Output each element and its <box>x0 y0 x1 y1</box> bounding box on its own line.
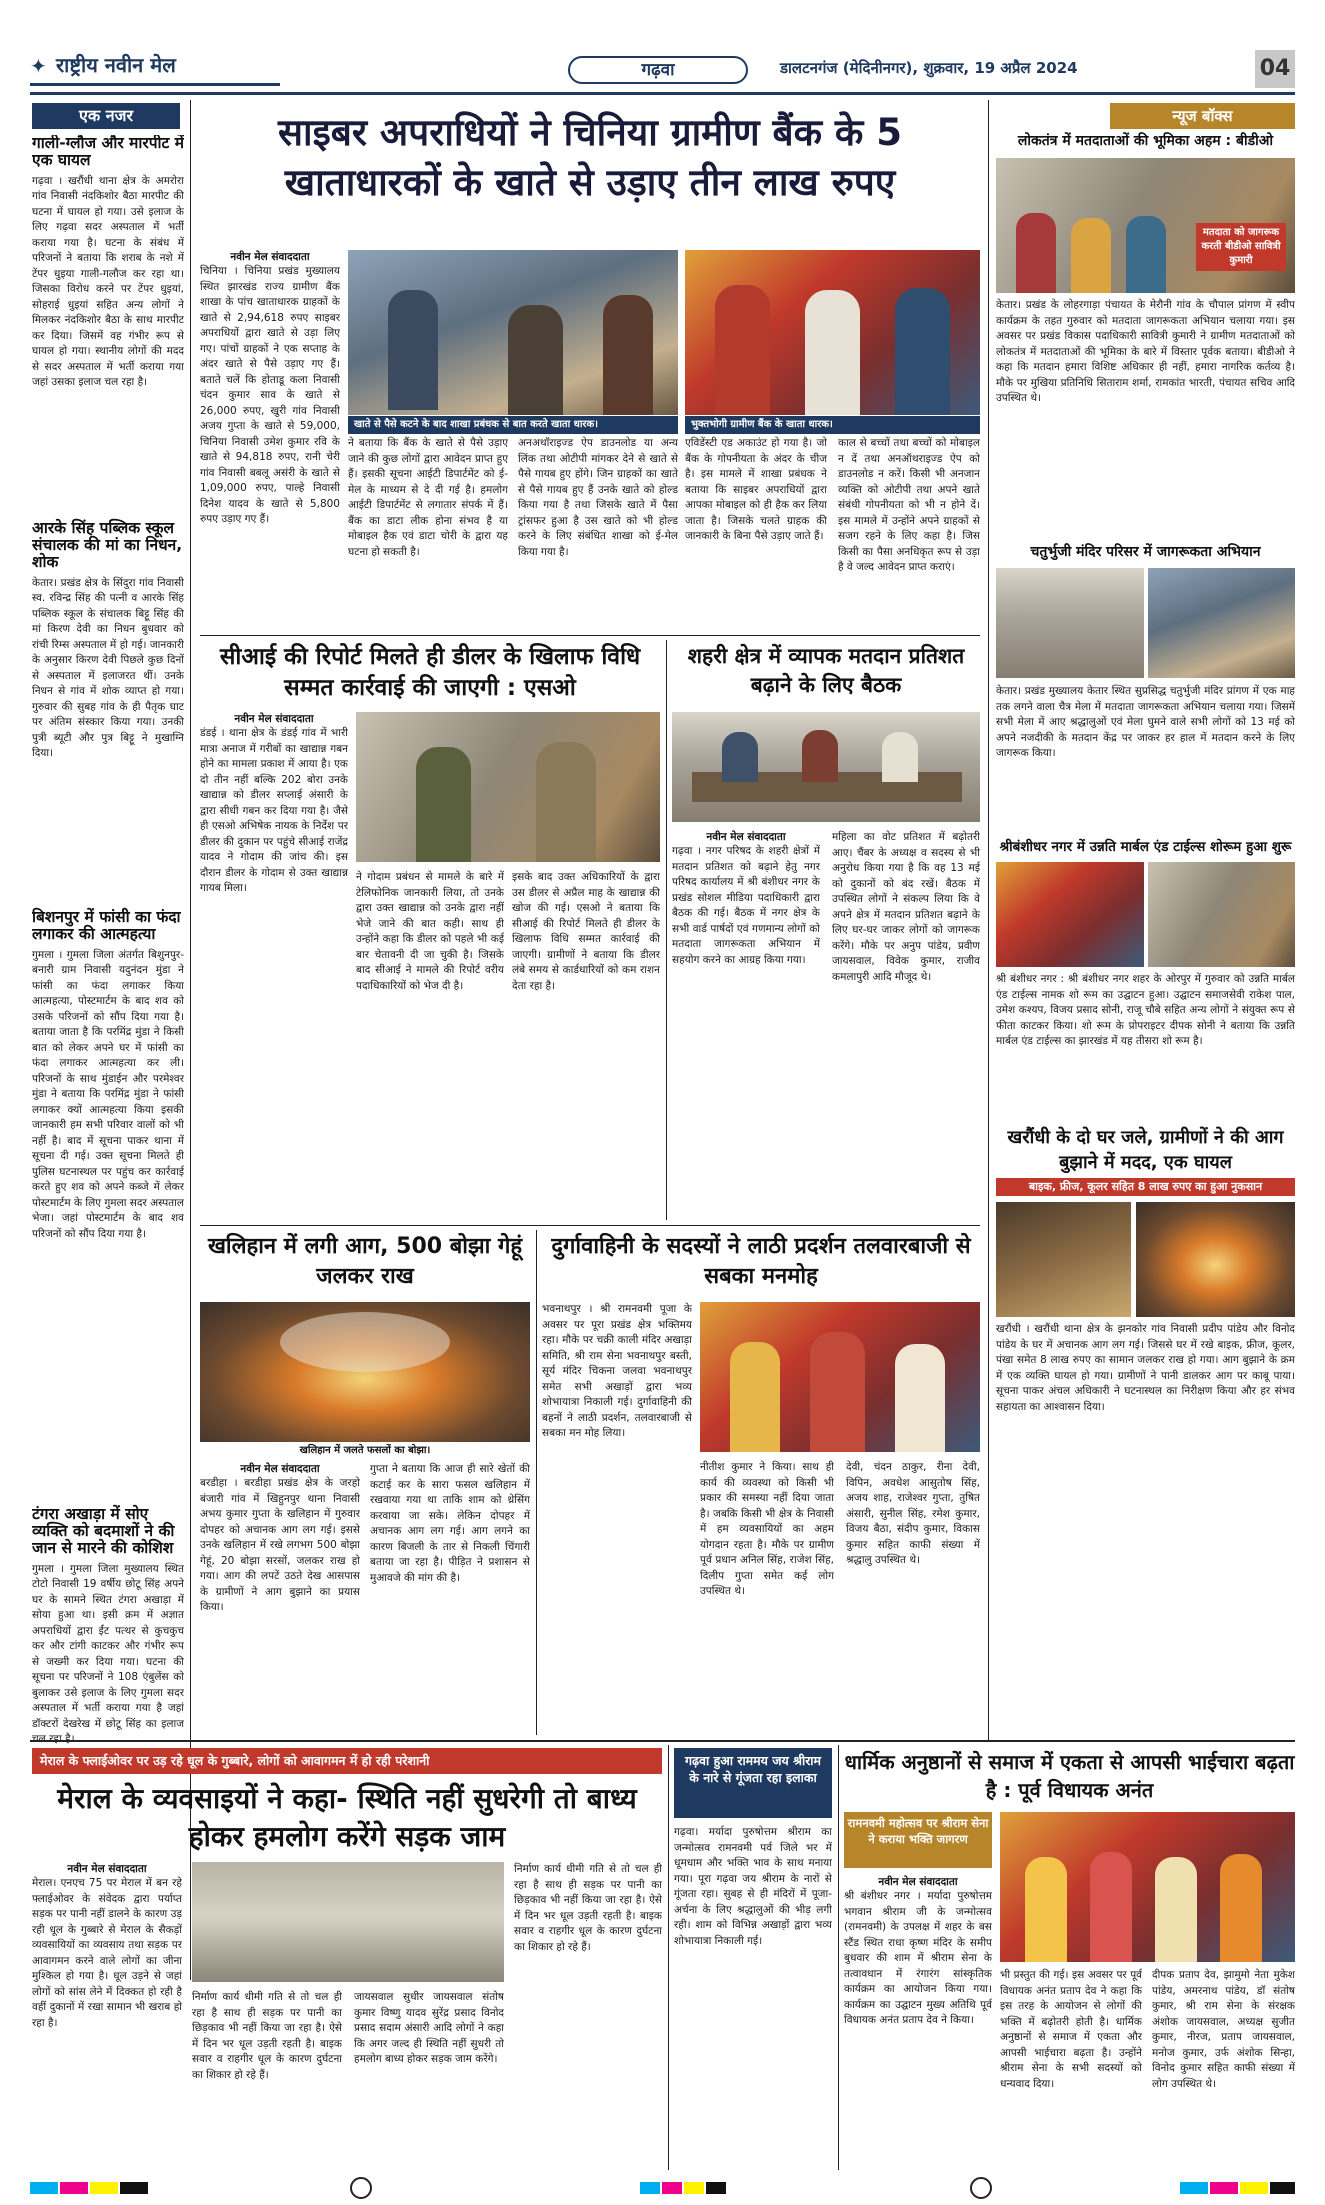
person-figure <box>1126 216 1166 293</box>
temple-photo-2 <box>1148 568 1295 678</box>
brief-item <box>32 520 184 901</box>
dealer-text-1: डंडई । थाना क्षेत्र के डंडई गांव में भारी मात्रा अनाज में गरीबों का खाद्यान्न गबन होने का मामला प्रकाश में आया है। एक दो तीन नहीं बल्कि 202 बोरा उनके खाद्यान्न को डीलर सप्लाई अंसारी के द्वारा सीधी गबन कर दिया गया है। जैसे ही एसओ अभिषेक नायक के निर्देश पर डीलर की दुकान पर पहुंचे सीआई राजेंद्र यादव ने गोदाम की जांच की। इस दौरान डीलर के गोदाम से उक्त खाद्यान्न गायब मिला। <box>200 727 348 894</box>
news-box-label: न्यूज बॉक्स <box>1110 103 1295 129</box>
bdo-text: केतार। प्रखंड के लोहरगाड़ा पंचायत के मेरौनी गांव के चौपाल प्रांगण में स्वीप कार्यक्रम के तहत गुरुवार को मतदाता जागरूकता अभियान चलाया गया। इस अवसर पर प्रखंड विकास पदाधिकारी सावित्री कुमारी ने ग्रामीण मतदाताओं को लोकतंत्र में मतदाताओं की भूमिका के बारे में विस्तार पूर्वक बताया। बीडीओ ने कहा कि मतदान हमारा विशिष्ट अधिकार ही नहीं, हमारा नागरिक कर्तव्य है। मौके पर मुखिया प्रतिनिधि सिताराम शर्मा, रामकांत भारती, पंचायत सचिव आदि उपस्थित थे। <box>996 299 1295 404</box>
color-swatch <box>684 2182 704 2194</box>
color-swatch <box>30 2182 58 2194</box>
masthead-rule <box>30 92 1295 95</box>
ek-najar-label: एक नजर <box>32 103 180 129</box>
person-figure <box>603 295 653 415</box>
fire-photo <box>200 1302 530 1442</box>
masthead <box>30 50 1295 90</box>
unity-sub-box <box>844 1812 992 1868</box>
brief-head: बिशनपुर में फांसी का फंदा लगाकर की आत्महत्या <box>32 907 181 944</box>
ramnavami-headline: गढ़वा हुआ राममय जय श्रीराम के नारे से गूंजता रहा इलाका <box>684 1753 822 1785</box>
lead-story <box>200 250 980 630</box>
byline: नवीन मेल संवाददाता <box>67 1863 147 1875</box>
showroom-photo-1 <box>996 862 1144 967</box>
showroom-text: श्री बंशीधर नगर : श्री बंशीधर नगर शहर के ओरपुर में गुरुवार को उन्नति मार्बल एंड टाईल्स नामक शो रूम का उद्घाटन हुआ। उद्घाटन समाजसेवी राकेश पाल, उमेश कश्यप, विजय प्रसाद सोनी, राजू चौबे सहित अन्य लोगों ने संयुक्त रूप से फीता काटकर किया। शो रूम के प्रोपराइटर दीपक सोनी ने बताया कि उन्नति मार्बल एंड टाईल्स का झारखंड में यह तीसरा शो रूम है। <box>996 973 1295 1047</box>
meral-text-2: निर्माण कार्य धीमी गति से तो चल ही रहा है साथ ही सड़क पर पानी का छिड़काव भी नहीं किया जा रहा है। ऐसे में दिन भर धूल उड़ती रहती है। बाइक सवार व राहगीर धूल के कारण दुर्घटना का शिकार हो रहे हैं। <box>192 1991 342 2081</box>
houses-ribbon: बाइक, फ्रीज, कूलर सहित 8 लाख रुपए का हुआ नुकसान <box>996 1178 1295 1196</box>
brief-item <box>32 135 184 512</box>
registration-mark-icon <box>970 2177 992 2199</box>
unity-text-1: श्री बंशीधर नगर । मर्यादा पुरुषोत्तम भगवान श्रीराम जी के जन्मोत्सव (रामनवमी) के उपलक्ष में शहर के बस स्टैंड स्थित राधा कृष्ण मंदिर के समीप बुधवार की शाम में श्रीराम सेना के तत्वावधान में रंगारंग सांस्कृतिक कार्यक्रम का आयोजन किया गया। कार्यक्रम का उद्घाटन मुख्य अतिथि पूर्व विधायक अनंत प्रताप देव ने किया। <box>844 1890 992 2026</box>
unity-text-2: भी प्रस्तुत की गई। इस अवसर पर पूर्व विधायक अनंत प्रताप देव ने कहा कि इस तरह के आयोजन से लोगों की भक्ति में बढ़ोतरी होती है। धार्मिक अनुष्ठानों से समाज में एकता और आपसी भाईचारा बढ़ता है। उन्होंने श्रीराम सेना के सभी सदस्यों को धन्यवाद दिया। <box>1000 1969 1142 2090</box>
person-figure <box>1071 218 1111 293</box>
urban-headline: शहरी क्षेत्र में व्यापक मतदान प्रतिशत बढ़ाने के लिए बैठक <box>687 644 965 697</box>
fire-text-2: गुप्ता ने बताया कि आज ही सारे खेतों की कटाई कर के सारा फसल खलिहान में रखवाया गया था ताकि शाम को थ्रेसिंग करवाया जा सके। लेकिन दोपहर में अचानक आग लग गई। आग लगने का कारण बिजली के तार से निकली चिंगारी बताया जा रहा है। पीड़ित ने प्रशासन से मुआवजे की मांग की है। <box>370 1463 530 1584</box>
fire-text-1: बरडीहा । बरडीहा प्रखंड क्षेत्र के जरहो बंजारी गांव में खिहुनपुर थाना निवासी अभय कुमार गुप्ता के खलिहान में गुरुवार दोपहर को अचानक आग लग गई। इससे उनके खलिहान में रखे लगभग 500 बोझा गेहूं, 20 बोझा सरसों, जलकर राख हो गया। आग की लपटें उठते देख आसपास के ग्रामीणों ने आग बुझाने का प्रयास किया। <box>200 1477 360 1613</box>
unity-text-3: दीपक प्रताप देव, झामुमो नेता मुकेश पांडेय, अमरनाथ पांडेय, डॉ संतोष कुमार, श्री राम सेना के संरक्षक अंशोक जायसवाल, अध्यक्ष सुजीत कुमार, नीरज, प्रताप जायसवाल, मनोज कुमार, उर्फ अंशोक सिन्हा, विनोद कुमार सहित काफी संख्या में लोग उपस्थित थे। <box>1152 1969 1295 2090</box>
paper-name: राष्ट्रीय नवीन मेल <box>56 53 176 77</box>
brief-head: आरके सिंह पब्लिक स्कूल संचालक की मां का निधन, शोक <box>32 518 183 572</box>
color-swatch <box>706 2182 726 2194</box>
person-figure <box>536 742 596 862</box>
lead-col-1 <box>200 250 340 625</box>
meral-col-1 <box>32 1862 182 2162</box>
lead-bottom-rule <box>200 635 980 636</box>
person-figure <box>895 1344 945 1452</box>
color-swatch <box>120 2182 148 2194</box>
person-figure <box>722 732 758 782</box>
person-figure <box>715 285 770 415</box>
byline: नवीन मेल संवाददाता <box>240 1463 320 1475</box>
smoke-shape <box>280 1312 450 1372</box>
bird-icon: ✦ <box>30 54 47 78</box>
lead-text-3: अनअथॉराइज्ड ऐप डाउनलोड या अन्य लिंक तथा ओटीपी मांगकर देने से खाते से पैसे गायब हुए होंगे। जिन ग्राहकों का खाते से पैसे गायब हुए हैं उनके खाते को होल्ड किया गया है तथा जिसके खाते में पैसा ट्रांसफर हुआ है उस खाते को भी होल्ड करने के लिए संबंधित शाखा को ई-मेल किया गया है। <box>518 437 678 558</box>
dealer-text-2: ने गोदाम प्रबंधन से मामले के बारे में टेलिफोनिक जानकारी लिया, तो उनके द्वारा उक्त खाद्यान्न को उनके द्वारा नहीं भेजे जाने की बात कही। साथ ही उन्होंने कहा कि डीलर को पहले भी कई बार चेतावनी दी जा चुकी है। जिसके बाद सीआई ने मामले की रिपोर्ट वरीय पदाधिकारियों को भेज दी है। <box>356 871 504 992</box>
bdo-headline: लोकतंत्र में मतदाताओं की भूमिका अहम : बीडीओ <box>1017 133 1274 149</box>
byline: नवीन मेल संवाददाता <box>234 713 314 725</box>
lead-photo-1 <box>348 250 678 415</box>
ramnavami-head-box <box>674 1748 832 1818</box>
fire-divider <box>536 1230 537 1735</box>
urban-photo <box>672 712 980 822</box>
meral-headline: मेराल के व्यवसाइयों ने कहा- स्थिति नहीं सुधरेगी तो बाध्य होकर हमलोग करेंगे सड़क जाम <box>57 1782 637 1853</box>
person-figure <box>1016 213 1056 293</box>
lead-photo-1-caption: खाते से पैसे कटने के बाद शाखा प्रबंधक से बात करते खाता धारक। <box>348 416 678 434</box>
dealer-photo <box>356 712 660 862</box>
ramnavami-divider <box>838 1745 839 2170</box>
houses-photo-2 <box>1136 1202 1295 1317</box>
meral-text-1: मेराल। एनएच 75 पर मेराल में बन रहे फ्लाईओवर के संवेदक द्वारा पर्याप्त सड़क पर पानी नहीं डालने के कारण उड़ रही धूल के गुब्बारे से मेराल के सैकड़ों व्यवसायियों का व्यवसाय तथा सड़क पर आवागमन करने वाले लोगों का जीना मुश्किल हो गया है। धूल उड़ने से जहां लोगों को सांस लेने में दिक्कत हो रही है वहीं दुकानों में रखा सामान भी खराब हो रहा है। <box>32 1877 182 2029</box>
color-swatch <box>60 2182 88 2194</box>
lead-text-5: काल से बच्चों तथा बच्चों को मोबाइल न दें तथा अनऑथराइज्ड ऐप को डाउनलोड न करें। किसी भी अनजान व्यक्ति को ओटीपी तथा अपने खाते संबंधी गोपनीयता को भी न होने दें। इस मामले में उन्होंने अपने ग्राहकों से सजग रहने के लिए कहा है। जिस किसी का पैसा अनधिकृत रूप से उड़ा है वे जल्द आवेदन प्राप्त कराएं। <box>838 437 980 573</box>
meral-photo <box>192 1862 504 1982</box>
bdo-photo-caption: मतदाता को जागरूक करती बीडीओ सावित्री कुमारी <box>1196 223 1286 271</box>
brief-item <box>32 909 184 1498</box>
durga-photo <box>700 1302 980 1452</box>
durga-headline: दुर्गावाहिनी के सदस्यों ने लाठी प्रदर्शन तलवारबाजी से सबका मनमोह <box>551 1234 971 1289</box>
meral-story <box>32 1862 662 2167</box>
meral-text-3: जायसवाल सुधीर जायसवाल संतोष कुमार विष्णु यादव सुरेंद्र प्रसाद विनोद प्रसाद सदाम अंसारी आदि लोगों ने कहा कि अगर जल्द ही स्थिति नहीं सुधरी तो हमलोग बाध्य होकर सड़क जाम करेंगे। <box>354 1991 504 2065</box>
unity-photo <box>1000 1812 1295 1962</box>
brief-body: केतार। प्रखंड क्षेत्र के सिंदुरा गांव निवासी स्व. रविन्द्र सिंह की पत्नी व आरके सिंह पब्लिक स्कूल के संचालक बिट्टू सिंह की मां किरण देवी का निधन बुधवार को रांची रिम्स अस्पताल में हो गई। जानकारी के अनुसार किरण देवी पिछले कुछ दिनों से अस्पताल में इलाजरत थीं। उनके निधन से गांव में शोक व्याप्त हो गया। गुरुवार की सुबह गांव के ही पैतृक घाट पर अंतिम संस्कार किया गया। उनकी पुत्री ब्यूटी और पुत्र बिट्टू ने मुखाग्नि दिया। <box>32 576 184 760</box>
urban-story <box>672 830 980 1220</box>
durga-text-2: नीतीश कुमार ने किया। साथ ही कार्य की व्यवस्था को किसी भी प्रकार की समस्या नहीं दिया जाता है। जबकि किसी भी क्षेत्र के निवासी में हम व्यवसायियों का अहम योगदान रहता है। मौके पर ग्रामीण पूर्व प्रधान अनिल सिंह, राजेश सिंह, दिलीप गुप्ता समेत कई लोग उपस्थित थे। <box>700 1461 834 1597</box>
brief-body: गुमला । गुमला जिला अंतर्गत बिशुनपुर-बनारी ग्राम निवासी यदुनंदन मुंडा ने फांसी का फंदा लगाकर किया आत्महत्या, पोस्टमार्टम के बाद शव को उसके परिजनों को सौंप दिया गया है। बताया जाता है कि परमिंद्र मुंडा ने किसी बात को लेकर अपने घर में फांसी का फंदा लगाकर आत्महत्या कर ली। परिजनों के साथ मुंडाईन और परमेश्वर मुंडा ने बताया कि परमिंद्र मुंडा ने फांसी लगाकर क्यों आत्महत्या किया इसकी जानकारी हम सभी परिवार वालों को भी नहीं है। बाद में सूचना पाकर थाना में सूचना दी गई। उक्त सूचना मिलते ही पुलिस घटनास्थल पर पहुंच कर कार्रवाई करते हुए शव को अपने कब्जे में लेकर पोस्टमार्टम के लिए गुमला सदर अस्पताल भेजा। जहां पोस्टमार्टम के बाद शव परिजनों को सौंप दिया गया है। <box>32 948 184 1240</box>
left-col-divider <box>190 100 191 1980</box>
unity-headline: धार्मिक अनुष्ठानों से समाज में एकता से आपसी भाईचारा बढ़ता है : पूर्व विधायक अनंत <box>844 1750 1295 1802</box>
lead-text-2: ने बताया कि बैंक के खाते से पैसे उड़ाए जाने की कुछ लोगों द्वारा आवेदन प्राप्त हुए हैं। इसकी सूचना आईटी डिपार्टमेंट को ई-मेल के माध्यम से दे दी गई है। हमलोग आईटी डिपार्टमेंट से लगातार संपर्क में हैं। बैंक का डाटा लीक होना संभव है या मोबाइल हैक एवं डाटा चोरी के द्वारा यह घटना हो सकती है। <box>348 437 508 558</box>
houses-headline: खरौंधी के दो घर जले, ग्रामीणों ने की आग बुझाने में मदद, एक घायल <box>1007 1127 1284 1173</box>
ramnavami-text: गढ़वा। मर्यादा पुरुषोत्तम श्रीराम का जन्मोत्सव रामनवमी पर्व जिले भर में धूमधाम और भक्ति भाव के साथ मनाया गया। पूरा गढ़वा जय श्रीराम के नारों से गूंजता रहा। सुबह से ही मंदिरों में पूजा-अर्चना के लिए श्रद्धालुओं की भीड़ लगी रही। शाम को विभिन्न अखाड़ों द्वारा भव्य शोभायात्रा निकाली गई। <box>674 1826 832 1947</box>
registration-mark-icon <box>350 2177 372 2199</box>
person-figure <box>1155 1857 1197 1962</box>
meral-divider <box>668 1745 669 2170</box>
person-figure <box>1220 1854 1262 1962</box>
mid-rule <box>200 1225 980 1226</box>
temple-headline: चतुर्भुजी मंदिर परिसर में जागरूकता अभियान <box>1030 544 1261 560</box>
person-figure <box>1025 1857 1067 1962</box>
dateline: डालटनगंज (मेदिनीनगर), शुक्रवार, 19 अप्रैल 2024 <box>780 59 1078 77</box>
person-figure <box>508 305 563 415</box>
color-swatch <box>90 2182 118 2194</box>
person-figure <box>810 1332 865 1452</box>
center-divider <box>666 640 667 1220</box>
unity-col-1 <box>844 1875 992 2167</box>
dealer-col-1 <box>200 712 348 1217</box>
urban-text-1: गढ़वा । नगर परिषद के शहरी क्षेत्रों में मतदान प्रतिशत को बढ़ाने हेतु नगर परिषद कार्यालय में श्री बंशीधर नगर के प्रखंड सोशल मीडिया पदाधिकारी द्वारा बैठक की गई। बैठक में नगर क्षेत्र के सभी वार्ड पार्षदों एवं गणमान्य लोगों को मतदाता जागरूकता अभियान में सहयोग करने का आग्रह किया गया। <box>672 845 820 966</box>
person-figure <box>388 290 438 410</box>
color-swatch <box>1270 2182 1295 2194</box>
lead-photo-2-caption: भुक्तभोगी ग्रामीण बैंक के खाता धारक। <box>685 416 980 434</box>
meral-kicker: मेराल के फ्लाईओवर पर उड़ रहे धूल के गुब्बारे, लोगों को आवागमन में हो रही परेशानी <box>32 1748 662 1774</box>
fire-col-1 <box>200 1462 360 1727</box>
color-swatch <box>1180 2182 1208 2194</box>
section-tag <box>568 56 748 84</box>
temple-text: केतार। प्रखंड मुख्यालय केतार स्थित सुप्रसिद्ध चतुर्भुजी मंदिर प्रांगण में एक माह तक लगने वाला चैत्र मेला में मतदाता जागरूकता अभियान चलाया गया। जिसमें सभी मेला में आए श्रद्धालुओं एवं मेला घुमने वाले सभी लोगों को 13 मई को अपने नजदीकी के मतदान केंद्र पर जाकर हर हाल में मतदान करने के लिए जागरूक किया। <box>996 685 1295 759</box>
showroom-headline: श्रीबंशीधर नगर में उन्नति मार्बल एंड टाईल्स शोरूम हुआ शुरू <box>999 839 1292 855</box>
dealer-text-3: इसके बाद उक्त अधिकारियों के द्वारा उस डीलर से अप्रैल माह के खाद्यान्न की खोज की गई। एसओ ने बताया कि सीआई की रिपोर्ट मिलते ही डीलर के खिलाफ विधि सम्मत कार्रवाई की जाएगी। ग्रामीणों ने बताया कि डीलर लंबे समय से कार्डधारियों को कम राशन देता रहा है। <box>512 871 660 992</box>
fire-story <box>200 1462 530 1732</box>
dealer-story <box>200 712 660 1222</box>
color-swatch <box>1210 2182 1238 2194</box>
meral-text-4: निर्माण कार्य धीमी गति से तो चल ही रहा है साथ ही सड़क पर पानी का छिड़काव भी नहीं किया जा रहा है। ऐसे में दिन भर धूल उड़ती रहती है। बाइक सवार व राहगीर धूल के कारण दुर्घटना का शिकार हो रहे हैं। <box>514 1863 662 1953</box>
paper-logo <box>30 52 280 86</box>
brief-body: गुमला । गुमला जिला मुख्यालय स्थित टोटो निवासी 19 वर्षीय छोटू सिंह अपने घर के सामने स्थित टंगरा अखाड़ा में सोया हुआ था। इसी क्रम में अज्ञात अपराधियों द्वारा ईंट पत्थर से कुचकुच कर और टांगी काटकर और गंभीर रूप से जख्मी कर दिया गया। घटना की सूचना पर परिजनों ने 108 एंबुलेंस को बुलाकर उसे इलाज के लिए गुमला सदर अस्पताल में भर्ती कराया गया है जहां डॉक्टरों देखरेख में छोटू सिंह का इलाज <box>32 1562 184 1730</box>
dealer-headline: सीआई की रिपोर्ट मिलते ही डीलर के खिलाफ विधि सम्मत कार्रवाई की जाएगी : एसओ <box>219 644 641 701</box>
byline: नवीन मेल संवाददाता <box>706 831 786 843</box>
person-figure <box>802 730 838 782</box>
left-column <box>32 135 184 1985</box>
person-figure <box>805 290 860 415</box>
person-figure <box>1090 1852 1132 1962</box>
byline: नवीन मेल संवाददाता <box>230 251 310 263</box>
brief-body: गढ़वा । खरौंधी थाना क्षेत्र के अमरोरा गांव निवासी नंदकिशोर बैठा मारपीट की घटना में घायल हो गया। उसे इलाज के लिए गढ़वा सदर अस्पताल में भर्ती कराया गया है। घटना के संबंध में परिजनों ने बताया कि शराब के नशे में टेंपर धुइया गाली-गलौज कर रहा था। जिसका विरोध करने पर टेंपर धुइयां, सोहराई धुइयां सहित अन्य लोगों ने मिलकर नंदकिशोर बैठा के साथ मारपीट कर दिया। जिसमें वह गंभीर रूप से घायल हो गया। स्थानीय लोगों की मदद से सदर अस्पताल में भर्ती कराया गया जहां उसका इलाज चल रहा है। <box>32 174 184 389</box>
lead-text-1: चिनिया । चिनिया प्रखंड मुख्यालय स्थित झारखंड राज्य ग्रामीण बैंक शाखा के पांच खाताधारक ग्राहकों के खाते से 2,94,618 रुपए साइबर अपराधियों द्वारा खाते से उड़ा लिए गए। पांचों ग्राहकों ने एक सप्ताह के अंदर खाते से पैसे उड़ाए गए हैं। बताते चलें कि होताडू कला निवासी चंदन कुमार साव के खाते से 26,000 रुपए, खुरी गांव निवासी अजय गुप्ता के खाते से 59,000, चिनिया निवासी उमेश कुमार रवि के खाते से 94,818 रुपए, रानी चेरी गांव निवासी बबलू असंरी के खाते से 1,09,000 रुपए, पाल्हे निवासी दिनेश यादव के खाते से 5,800 रुपए उड़ाए गए हैं। <box>200 265 340 525</box>
page-number: 04 <box>1255 50 1295 88</box>
showroom-photo-2 <box>1148 862 1295 967</box>
section-name: गढ़वा <box>641 60 675 80</box>
brief-head: गाली-ग्लौज और मारपीट में एक घायल <box>32 135 184 170</box>
person-figure <box>895 288 950 415</box>
person-figure <box>730 1342 780 1452</box>
color-swatch <box>640 2182 660 2194</box>
houses-photo-1 <box>996 1202 1131 1317</box>
bdo-photo <box>996 158 1295 293</box>
unity-subhead: रामनवमी महोत्सव पर श्रीराम सेना ने कराया भक्ति जागरण <box>847 1816 989 1846</box>
person-figure <box>882 732 918 782</box>
urban-col-1 <box>672 830 820 1215</box>
durga-text-1: भवनाथपुर । श्री रामनवमी पूजा के अवसर पर पूरा प्रखंड क्षेत्र भक्तिमय रहा। मौके पर चक्री काली मंदिर अखाड़ा समिति, श्री राम सेना भवनाथपुर बस्ती, सूर्य मंदिर चिकना जलवा भवनाथपुर समेत सभी अखाड़ों द्वारा भव्य शोभायात्रा निकाली गई। दुर्गावाहिनी की बहनों ने लाठी प्रदर्शन, तलवारबाजी से सबका मन मोह लिया। <box>542 1303 692 1439</box>
color-swatch <box>662 2182 682 2194</box>
color-swatch <box>1240 2182 1268 2194</box>
lead-headline: साइबर अपराधियों ने चिनिया ग्रामीण बैंक के 5 खाताधारकों के खाते से उड़ाए तीन लाख रुपए <box>278 111 902 204</box>
fire-photo-caption: खलिहान में जलते फसलों का बोझा। <box>299 1445 431 1456</box>
footer-strip <box>30 2180 1295 2196</box>
houses-text-1: खरौंधी । खरौंधी थाना क्षेत्र के झनकोर गांव निवासी प्रदीप पांडेय और विनोद पांडेय के घर में अचानक आग लग गई। जिससे घर में रखे बाइक, फ्रीज, कूलर, पंखा समेत 8 लाख रुपए का सामान जलकर राख हो गया। आग बुझाने के क्रम में एक व्यक्ति घायल हो गया। ग्रामीणों ने पानी डालकर आग पर काबू पाया। सूचना पाकर अंचल अधिकारी ने घटनास्थल का निरीक्षण किया और हर संभव सहायता का आश्वासन दिया। <box>996 1323 1295 1413</box>
lead-photo-2 <box>685 250 980 415</box>
fire-headline: खलिहान में लगी आग, 500 बोझा गेहूं जलकर राख <box>207 1234 523 1289</box>
right-col-divider <box>988 100 989 1740</box>
temple-photo-1 <box>996 568 1144 678</box>
brief-head: टंगरा अखाड़ा में सोए व्यक्ति को बदमाशों ने की जान से मारने की कोशिश <box>32 1504 175 1558</box>
durga-text-3: देवी, चंदन ठाकुर, रीना देवी, विपिन, अवधेश आसुतोष सिंह, अजय शाह, राजेश्वर गुप्ता, तुषित अंसारी, सुनील सिंह, रमेश कुमार, विजय बैठा, संदीप कुमार, विकास कुमार सहित काफी संख्या में श्रद्धालु उपस्थित थे। <box>846 1461 980 1566</box>
lead-text-4: एविडेंस्टी एड अकाउंट हो गया है। जो बैंक के गोपनीयता के अंदर के चीज है। इस मामले में शाखा प्रबंधक ने बताया कि साइबर अपराधियों द्वारा आपका मोबाइल को ही हैक कर लिया जाता है। जिसके चलते ग्राहक की जानकारी के बिना पैसे उड़ाए जाते हैं। <box>685 437 827 542</box>
lower-rule <box>30 1740 1295 1742</box>
person-figure <box>416 747 471 862</box>
byline: नवीन मेल संवाददाता <box>878 1876 958 1888</box>
urban-text-2: महिला का वोट प्रतिशत में बढ़ोतरी आए। चैंबर के अध्यक्ष व सदस्य से भी अनुरोध किया गया है कि वह 13 मई को दुकानों को बंद रखें। बैठक में उपस्थित लोगों ने संकल्प लिया कि वे अपने क्षेत्र में मतदान प्रतिशत बढ़ाने के लिए घर-घर जाकर लोगों को जागरूक करेंगे। मौके पर अनुप पांडेय, प्रवीण जायसवाल, विवेक कुमार, राजीव कमलापुरी आदि मौजूद थे। <box>832 831 980 983</box>
